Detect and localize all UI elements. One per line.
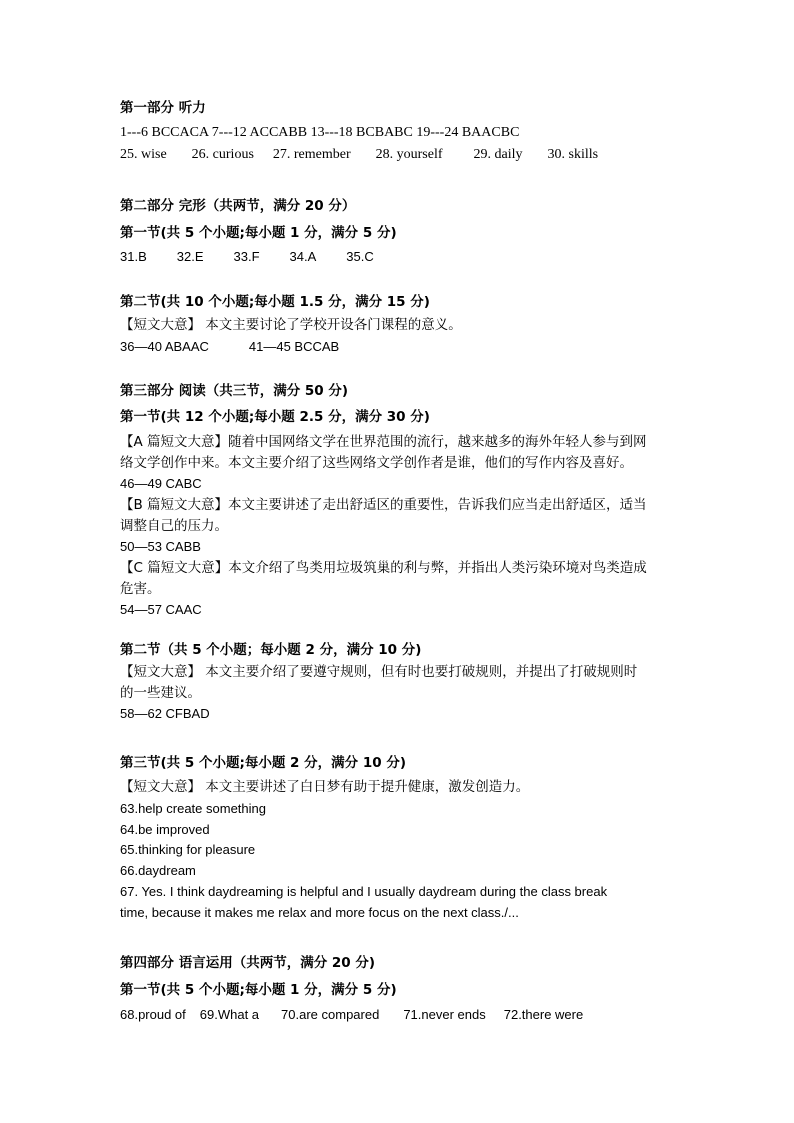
part3-section2-answers: 58—62 CFBAD: [120, 706, 210, 721]
answer-28: 28. yourself: [375, 147, 443, 162]
answer-30: 30. skills: [547, 147, 599, 162]
part1-heading: 第一部分 听力: [120, 100, 206, 116]
answer-29: 29. daily: [473, 147, 523, 162]
passage-c-summary-line1: 【C 篇短文大意】本文介绍了鸟类用垃圾筑巢的利与弊，并指出人类污染环境对鸟类造成: [120, 560, 647, 576]
part3-section1-heading: 第一节(共 12 个小题;每小题 2.5 分，满分 30 分): [120, 409, 430, 425]
part3-section3-summary: 【短文大意】 本文主要讲述了白日梦有助于提升健康，激发创造力。: [120, 779, 530, 795]
part2-section1-answers: [120, 247, 374, 267]
passage-a-answers: 46—49 CABC: [120, 476, 202, 491]
part2-section2-heading: 第二节(共 10 个小题;每小题 1.5 分，满分 15 分): [120, 294, 430, 310]
answer-68: 68.proud of: [120, 1007, 186, 1022]
passage-c-answers: 54—57 CAAC: [120, 602, 202, 617]
answer-34: 34.A: [289, 249, 317, 264]
passage-a-summary-line1: 【A 篇短文大意】随着中国网络文学在世界范围的流行，越来越多的海外年轻人参与到网: [120, 434, 647, 450]
answer-33: 33.F: [233, 249, 260, 264]
part2-section2-answers: [120, 337, 339, 357]
answer-27: 27. remember: [272, 147, 351, 162]
answer-67-line1: 67. Yes. I think daydreaming is helpful and I usually daydream during the class break: [120, 884, 608, 899]
passage-b-answers: 50—53 CABB: [120, 539, 201, 554]
answer-72: 72.there were: [503, 1007, 584, 1022]
answer-70: 70.are compared: [281, 1007, 380, 1022]
part2-section2-summary: 【短文大意】 本文主要讨论了学校开设各门课程的意义。: [120, 317, 462, 333]
passage-c-summary-line2: 危害。: [120, 581, 161, 597]
passage-b-summary-line1: 【B 篇短文大意】本文主要讲述了走出舒适区的重要性，告诉我们应当走出舒适区，适当: [120, 497, 647, 513]
part4-heading: 第四部分 语言运用（共两节，满分 20 分): [120, 955, 376, 971]
answer-69: 69.What a: [199, 1007, 260, 1022]
part4-section1-heading: 第一节(共 5 个小题;每小题 1 分，满分 5 分): [120, 982, 397, 998]
part3-section3-heading: 第三节(共 5 个小题;每小题 2 分，满分 10 分): [120, 755, 407, 771]
passage-b-summary-line2: 调整自己的压力。: [120, 518, 228, 534]
part2-heading: 第二部分 完形（共两节，满分 20 分）: [120, 198, 356, 214]
answer-26: 26. curious: [191, 147, 254, 162]
part1-answers-line1: 1---6 BCCACA 7---12 ACCABB 13---18 BCBABC 19---24 BAACBC: [120, 125, 520, 140]
answer-71: 71.never ends: [403, 1007, 486, 1022]
answer-66: 66.daydream: [120, 863, 196, 878]
answer-63: 63.help create something: [120, 801, 266, 816]
answer-64: 64.be improved: [120, 822, 210, 837]
answer-31: 31.B: [120, 249, 147, 264]
part2-section1-heading: 第一节(共 5 个小题;每小题 1 分，满分 5 分): [120, 225, 397, 241]
part3-section2-summary-line2: 的一些建议。: [120, 685, 201, 701]
part4-section1-answers: [120, 1005, 583, 1025]
answer-65: 65.thinking for pleasure: [120, 842, 256, 857]
answer-35: 35.C: [346, 249, 374, 264]
passage-a-summary-line2: 络文学创作中来。本文主要介绍了这些网络文学创作者是谁，他们的写作内容及喜好。: [120, 455, 633, 471]
answer-32: 32.E: [176, 249, 204, 264]
answers-36-40: 36—40 ABAAC: [120, 339, 209, 354]
part1-answers-line2: [120, 145, 598, 165]
part3-section2-summary-line1: 【短文大意】 本文主要介绍了要遵守规则，但有时也要打破规则，并提出了打破规则时: [120, 664, 638, 680]
answer-67-line2: time, because it makes me relax and more focus on the next class./...: [120, 905, 519, 920]
answers-41-45: 41—45 BCCAB: [248, 339, 340, 354]
part3-section2-heading: 第二节（共 5 个小题；每小题 2 分，满分 10 分): [120, 642, 422, 658]
part3-heading: 第三部分 阅读（共三节，满分 50 分): [120, 383, 349, 399]
answer-25: 25. wise: [120, 147, 167, 162]
